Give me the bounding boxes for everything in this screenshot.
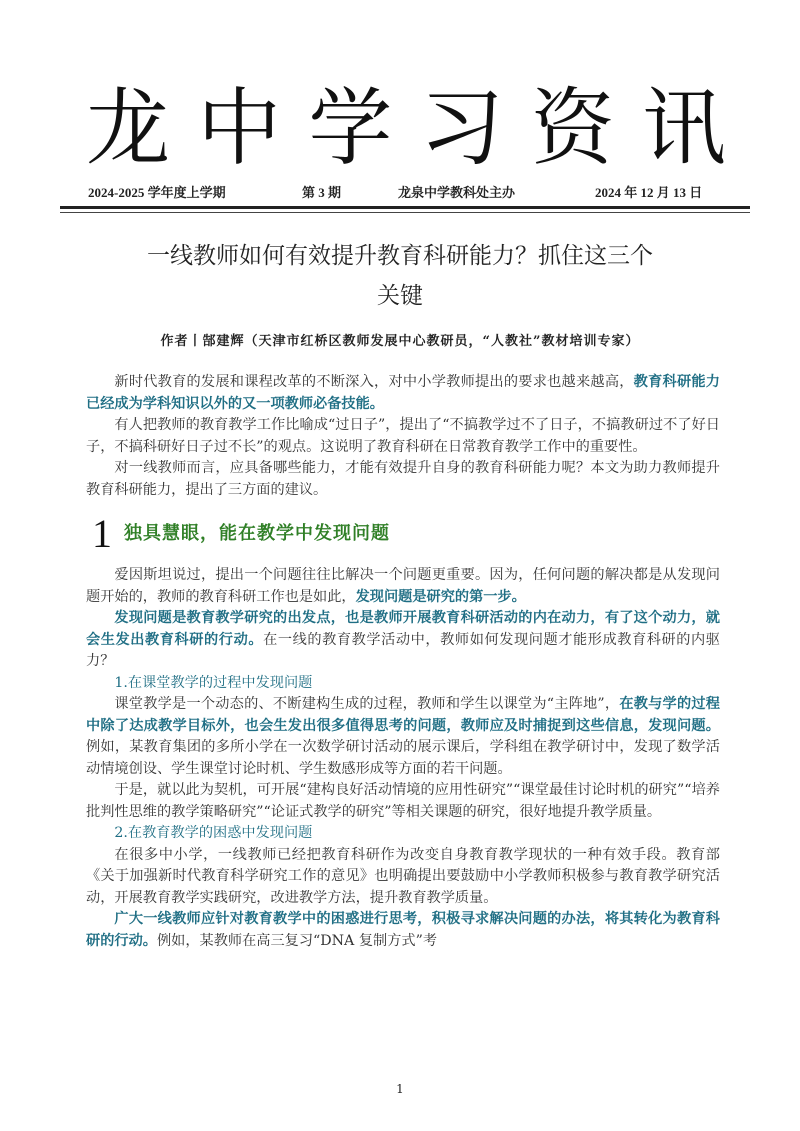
paragraph-text: 课堂教学是一个动态的、不断建构生成的过程，教师和学生以课堂为“主阵地”，	[114, 696, 620, 712]
paragraph: 在很多中小学，一线教师已经把教育科研作为改变自身教育教学现状的一种有效手段。教育部《关于加强新时代教育科学研究工作的意见》也明确提出要鼓励中小学教师积极参与教育教学研究活动，开展教育教学实践研究，改进教学方法，提升教育教学质量。	[86, 846, 720, 906]
subheading: 1.在课堂教学的过程中发现问题	[114, 674, 313, 691]
paragraph-text: 爱因斯坦说过，提出一个问题往往比解决一个问题更重要。因为，任何问题的解决都是从发现问题开始的，教师的教育科研工作也是如此，	[86, 567, 720, 605]
paragraph	[86, 694, 720, 780]
paragraph	[86, 372, 720, 415]
masthead-char: 学	[308, 79, 393, 177]
paragraph-text: 例如，某教师在高三复习“DNA 复制方式”考	[156, 932, 438, 949]
highlight-text: 发现问题是教育教学研究的出发点，也是教师开展教育科研活动的内在动力，有了这个动力，就会生发出教育科研的行动。	[86, 610, 720, 648]
article-body	[86, 372, 720, 952]
paragraph-text: 在一线的教育教学活动中，教师如何发现问题才能形成教育科研的内驱力？	[86, 631, 720, 669]
paragraph	[86, 565, 720, 608]
issue-number: 第 3 期	[302, 185, 342, 200]
subheading: 2.在教育教学的困惑中发现问题	[114, 825, 313, 841]
paragraph: 对一线教师而言，应具备哪些能力，才能有效提升自身的教育科研能力呢？本文为助力教师提升教育科研能力，提出了三方面的建议。	[86, 460, 720, 498]
masthead-rule-thick	[60, 206, 750, 209]
masthead-char: 中	[197, 79, 282, 177]
section-title: 独具慧眼，能在教学中发现问题	[124, 523, 390, 545]
page-number: 1	[396, 1082, 404, 1096]
article-title-line2: 关键	[377, 283, 423, 309]
highlight-text: 广大一线教师应针对教育教学中的困惑进行思考，积极寻求解决问题的办法，将其转化为教育科研的行动。	[86, 911, 720, 949]
masthead-title	[86, 78, 726, 178]
paragraph: 有人把教师的教育教学工作比喻成“过日子”，提出了“不搞教学过不了日子，不搞教研过不了好日子，不搞科研好日子过不长”的观点。这说明了教育科研在日常教育教学工作中的重要性。	[86, 417, 720, 455]
article-title	[70, 236, 730, 316]
paragraph: 于是，就以此为契机，可开展“建构良好活动情境的应用性研究”“课堂最佳讨论时机的研究”“培养批判性思维的教学策略研究”“论证式教学的研究”等相关课题的研究，很好地提升教学质量。	[86, 782, 720, 820]
issue-info-row	[88, 182, 716, 202]
paragraph	[86, 909, 720, 952]
section-number: 1	[92, 511, 112, 556]
article-title-line1: 一线教师如何有效提升教育科研能力？抓住这三个	[147, 243, 653, 269]
article-author: 作者丨郜建辉（天津市红桥区教师发展中心教研员，“人教社”教材培训专家）	[160, 334, 640, 349]
publisher: 龙泉中学教科处主办	[398, 185, 516, 200]
term-label: 2024-2025 学年度上学期	[88, 185, 226, 200]
issue-date: 2024 年 12 月 13 日	[595, 185, 703, 200]
masthead-char: 资	[530, 79, 615, 177]
paragraph	[86, 608, 720, 673]
masthead-char: 习	[419, 79, 504, 177]
masthead-char: 龙	[86, 79, 171, 177]
section-heading	[86, 511, 720, 557]
highlight-text: 发现问题是研究的第一步。	[355, 588, 526, 605]
highlight-text: 在教与学的过程中除了达成教学目标外，也会生发出很多值得思考的问题，教师应及时捕捉到这些信息，发现问题。	[86, 696, 720, 734]
paragraph-text: 新时代教育的发展和课程改革的不断深入，对中小学教师提出的要求也越来越高，	[114, 374, 634, 390]
paragraph-text: 例如，某教育集团的多所小学在一次数学研讨活动的展示课后，学科组在教学研讨中，发现了数学活动情境创设、学生课堂讨论时机、学生数感形成等方面的若干问题。	[86, 739, 720, 777]
highlight-text: 教育科研能力已经成为学科知识以外的又一项教师必备技能。	[86, 374, 720, 412]
masthead-rule-thin	[60, 212, 750, 213]
masthead-char: 讯	[641, 79, 726, 177]
